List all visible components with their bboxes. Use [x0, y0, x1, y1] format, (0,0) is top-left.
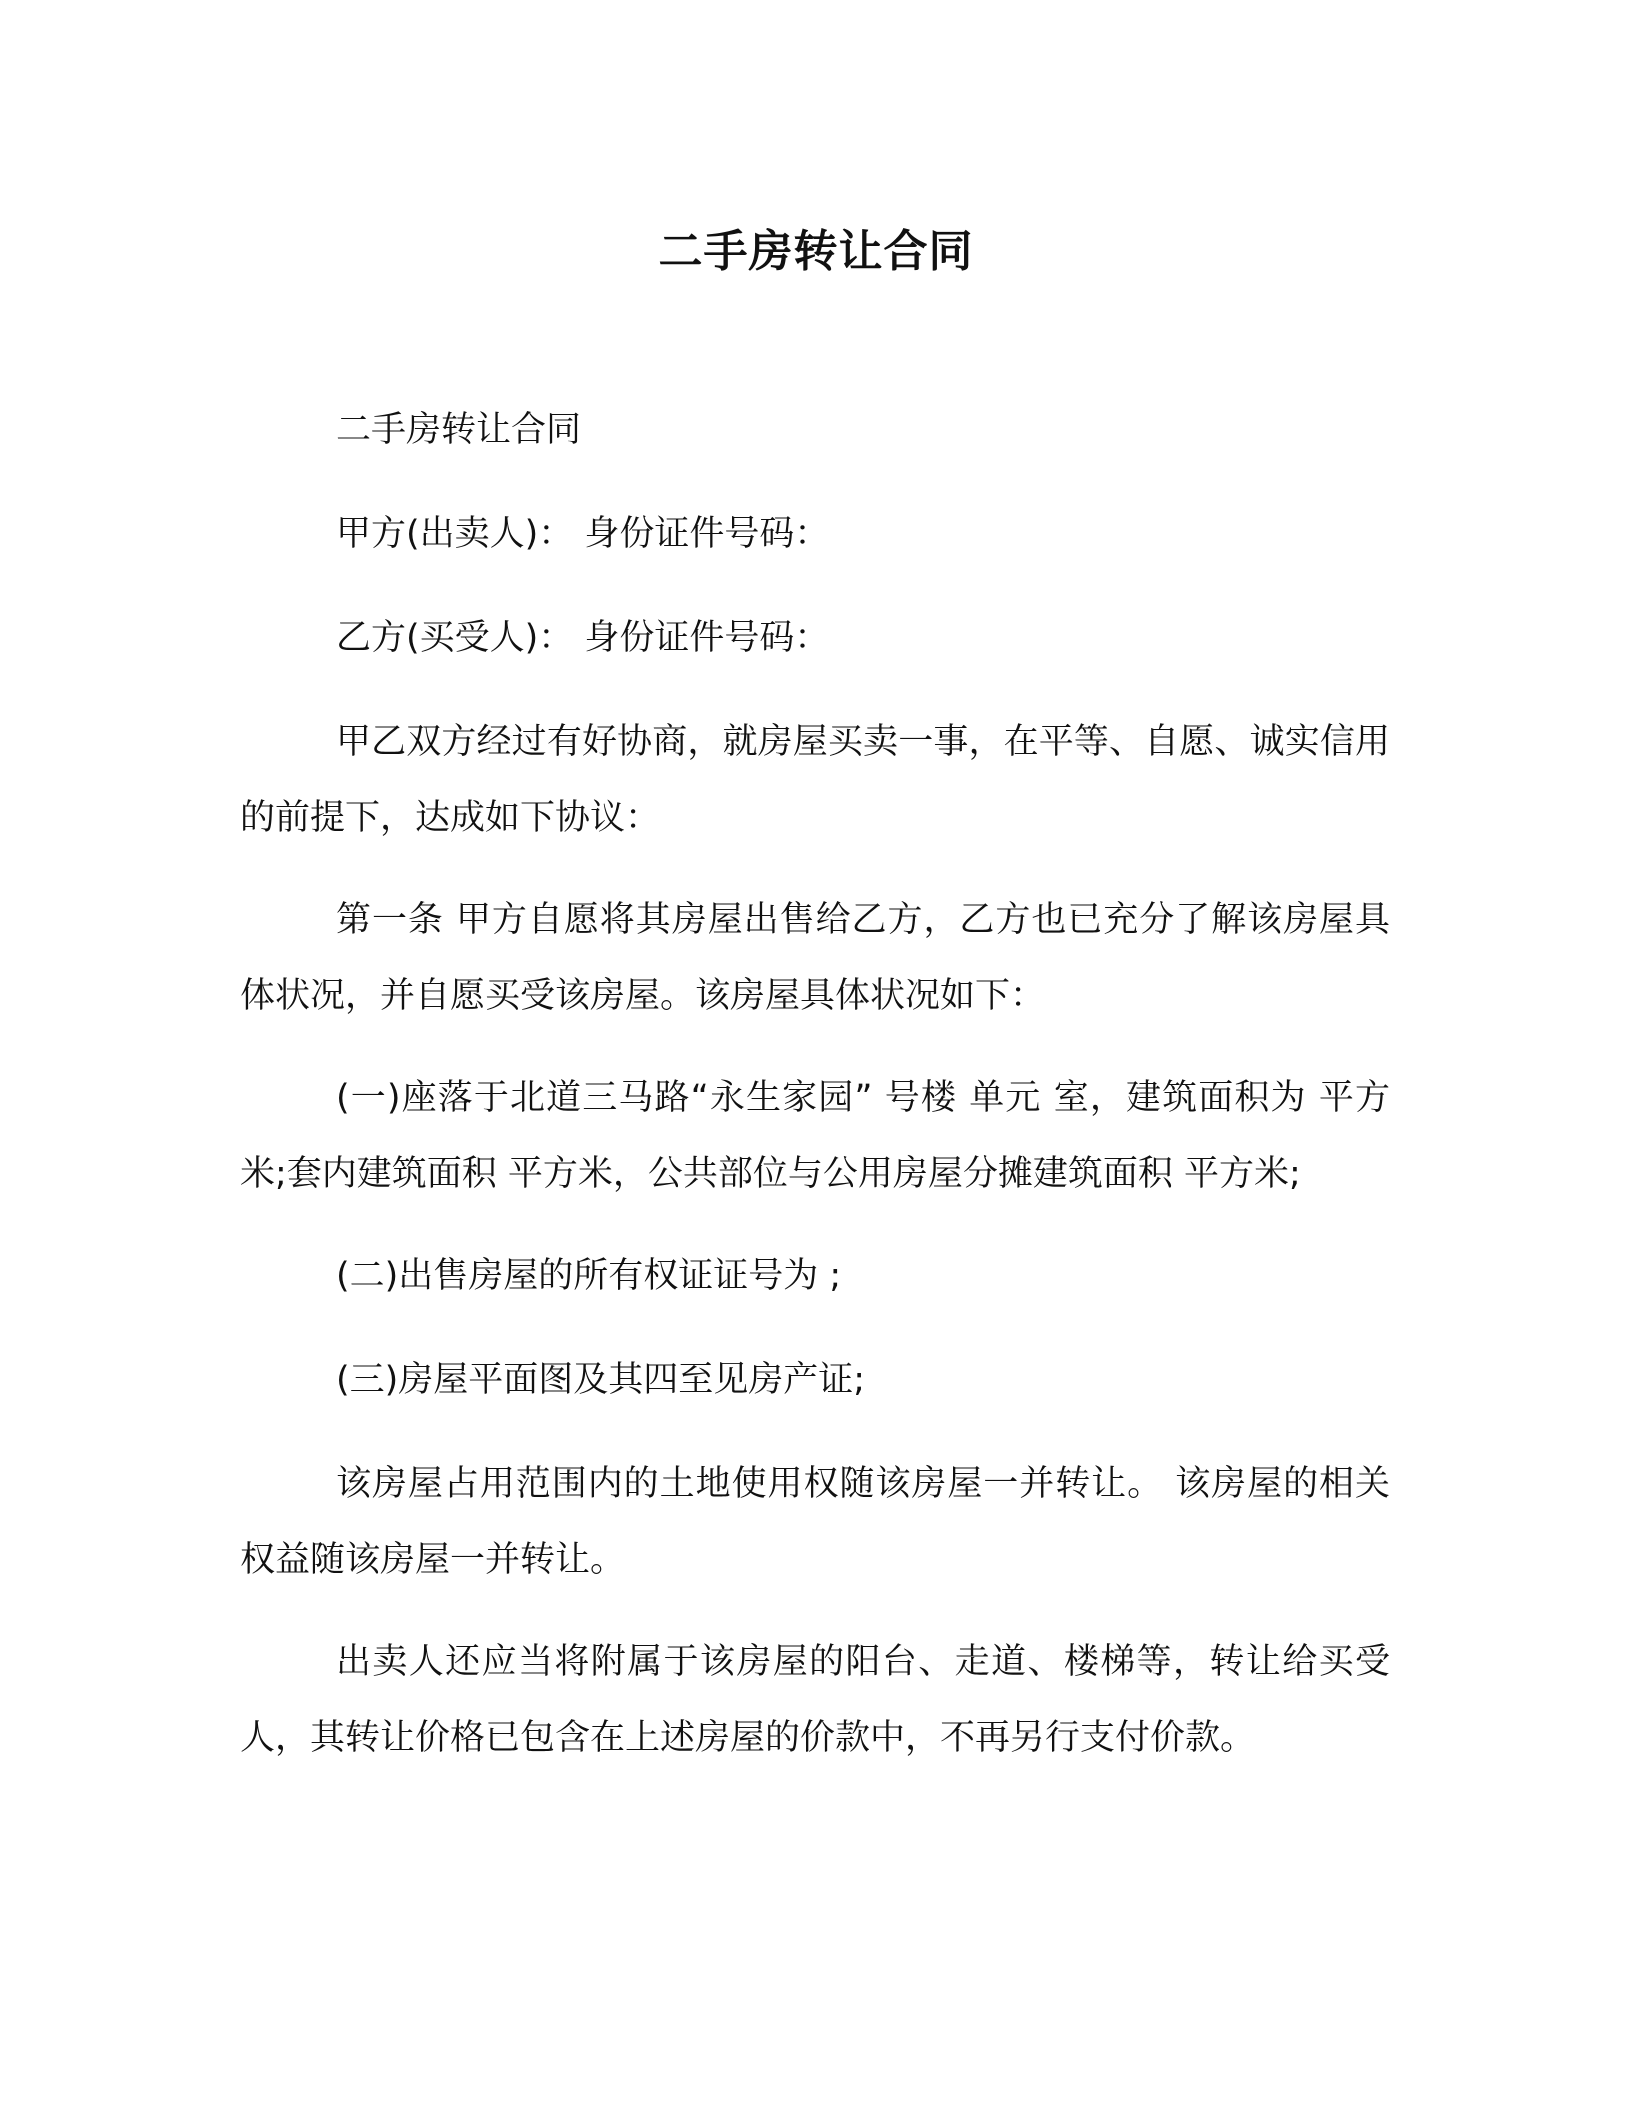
- paragraph-item-1: (一)座落于北道三马路“永生家园” 号楼 单元 室，建筑面积为 平方米;套内建筑面积 平方米，公共部位与公用房屋分摊建筑面积 平方米;: [240, 1078, 1390, 1194]
- paragraph-item-2: (二)出售房屋的所有权证证号为 ;: [336, 1256, 842, 1296]
- paragraph-heading: 二手房转让合同: [336, 410, 582, 450]
- paragraph-party-b: 乙方(买受人)： 身份证件号码：: [336, 618, 830, 658]
- paragraph-article-1: 第一条 甲方自愿将其房屋出售给乙方，乙方也已充分了解该房屋具体状况，并自愿买受该房屋。该房屋具体状况如下：: [240, 900, 1390, 1016]
- paragraph-party-a: 甲方(出卖人)： 身份证件号码：: [336, 514, 830, 554]
- paragraph-attachments: 出卖人还应当将附属于该房屋的阳台、走道、楼梯等，转让给买受人，其转让价格已包含在上述房屋的价款中，不再另行支付价款。: [240, 1642, 1390, 1758]
- document-body: [240, 392, 1390, 1802]
- paragraph-item-3: (三)房屋平面图及其四至见房产证;: [336, 1360, 866, 1400]
- paragraph-preamble: 甲乙双方经过有好协商，就房屋买卖一事，在平等、自愿、诚实信用的前提下，达成如下协议：: [240, 722, 1390, 838]
- paragraph-land-rights: 该房屋占用范围内的土地使用权随该房屋一并转让。 该房屋的相关权益随该房屋一并转让。: [240, 1464, 1390, 1580]
- document-title: 二手房转让合同: [658, 226, 974, 277]
